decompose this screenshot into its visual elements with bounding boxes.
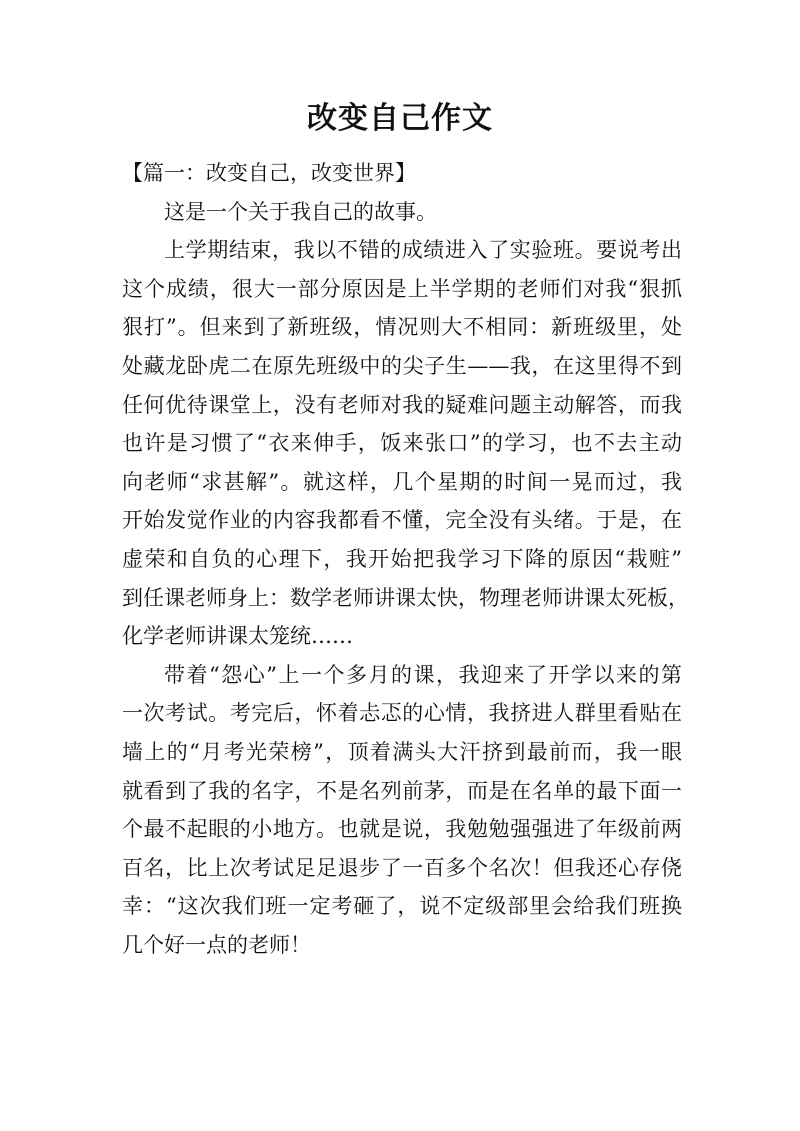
paragraph-line: 处藏龙卧虎二在原先班级中的尖子生——我，在这里得不到 bbox=[122, 353, 682, 378]
paragraph-line: 这个成绩，很大一部分原因是上半学期的老师们对我“狠抓 bbox=[122, 276, 682, 301]
paragraph-line: 虚荣和自负的心理下，我开始把我学习下降的原因“栽赃” bbox=[122, 546, 682, 571]
paragraph-line: 向老师“求甚解”。就这样，几个星期的时间一晃而过，我 bbox=[122, 469, 682, 494]
paragraph-line: 幸：“这次我们班一定考砸了，说不定级部里会给我们班换 bbox=[122, 894, 682, 919]
paragraph-line: 几个好一点的老师！ bbox=[122, 932, 311, 957]
paragraph-line: 就看到了我的名字，不是名列前茅，而是在名单的最下面一 bbox=[122, 778, 682, 803]
paragraph-line: 开始发觉作业的内容我都看不懂，完全没有头绪。于是，在 bbox=[122, 508, 682, 533]
paragraph-line: 个最不起眼的小地方。也就是说，我勉勉强强进了年级前两 bbox=[122, 817, 682, 842]
paragraph-line: 上学期结束，我以不错的成绩进入了实验班。要说考出 bbox=[164, 238, 682, 263]
section-heading: 【篇一：改变自己，改变世界】 bbox=[122, 161, 416, 185]
paragraph-line: 到任课老师身上：数学老师讲课太快，物理老师讲课太死板， bbox=[122, 585, 689, 610]
paragraph-line: 狠打”。但来到了新班级，情况则大不相同：新班级里，处 bbox=[122, 315, 682, 340]
paragraph-2 bbox=[122, 231, 689, 656]
paragraph-line: 也许是习惯了“衣来伸手，饭来张口”的学习，也不去主动 bbox=[122, 431, 682, 456]
paragraph-line: 化学老师讲课太笼统…… bbox=[122, 624, 353, 649]
paragraph-line: 带着“怨心”上一个多月的课，我迎来了开学以来的第 bbox=[164, 662, 682, 687]
paragraph-line: 一次考试。考完后，怀着忐忑的心情，我挤进人群里看贴在 bbox=[122, 701, 682, 726]
document-body bbox=[122, 154, 689, 964]
paragraph-line: 这是一个关于我自己的故事。 bbox=[164, 199, 437, 224]
paragraph-line: 墙上的“月考光荣榜”，顶着满头大汗挤到最前而，我一眼 bbox=[122, 739, 682, 764]
paragraph-line: 百名，比上次考试足足退步了一百多个名次！但我还心存侥 bbox=[122, 855, 682, 880]
document-title: 改变自己作文 bbox=[307, 101, 493, 136]
paragraph-3 bbox=[122, 656, 682, 965]
paragraph-line: 任何优待课堂上，没有老师对我的疑难问题主动解答，而我 bbox=[122, 392, 682, 417]
paragraph-1 bbox=[122, 193, 682, 232]
